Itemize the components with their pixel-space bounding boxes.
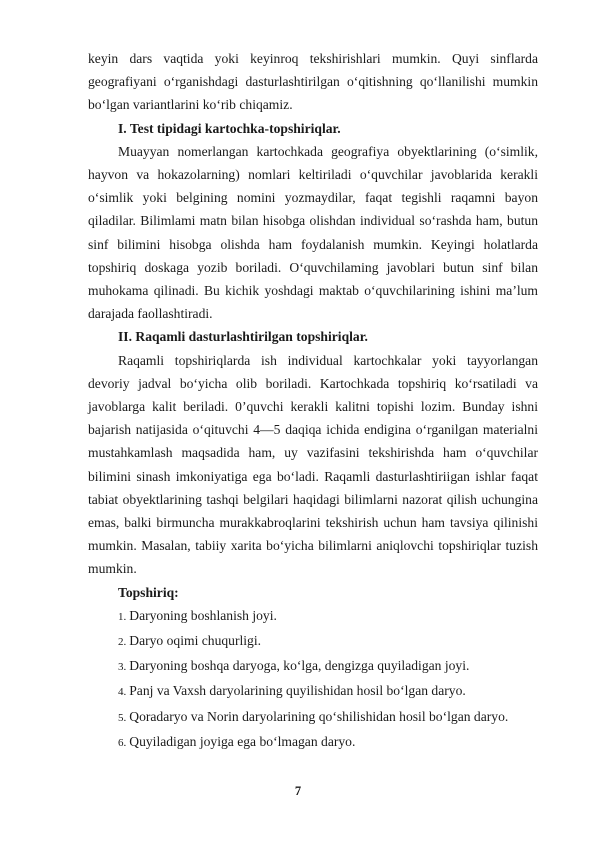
section-heading-test-cards: I. Test tipidagi kartochka-topshiriqlar.: [118, 120, 341, 136]
list-item-number: 3.: [118, 661, 127, 674]
intro-paragraph: keyin dars vaqtida yoki keyinroq tekshirishlari mumkin. Quyi sinflarda geografiyani o‘rganishdagi dasturlashtirilgan o‘qitishning qo‘llanilishi mumkin bo‘lgan variantlarini ko‘rib chiqamiz.: [88, 51, 538, 113]
list-item: [88, 705, 538, 730]
list-item-number: 2.: [118, 636, 127, 649]
task-list: [88, 604, 538, 755]
list-item: [88, 604, 538, 629]
list-item-text: Panj va Vaxsh daryolarining quyilishidan hosil bo‘lgan daryo.: [129, 683, 466, 699]
task-title: Topshiriq:: [118, 584, 179, 600]
section-paragraph-numeric-tasks: Raqamli topshiriqlarda ish individual kartochkalar yoki tayyorlangan devoriy jadval bo‘yicha olib boriladi. Kartochkada topshiriq ko‘rsatiladi va javoblarga kalit beriladi. 0’quvchi kerakli kalitni topishi lozim. Bunday ishni bajarish natijasida o‘qituvchi 4—5 daqiqa ichida endigina o‘rganilgan materialni mustahkamlash maqsadida ham, uy vazifasini tekshirishda ham o‘quvchilar bilimini sinash imkoniyatiga ega bo‘ladi. Raqamli dasturlashtiriigan ishlar faqat tabiat obyektlarining tashqi belgilari haqidagi bilimlarni nazorat qilish uchungina emas, balki birmuncha murakkabroqlarini tekshirish uchun ham tavsiya qilinishi mumkin. Masalan, tabiiy xarita bo‘yicha bilimlarni aniqlovchi topshiriqlar tuzish mumkin.: [88, 352, 538, 577]
list-item-text: Daryoning boshqa daryoga, ko‘lga, dengizga quyiladigan joyi.: [129, 658, 470, 674]
page-number: 7: [294, 784, 302, 798]
list-item-text: Quyiladigan joyiga ega bo‘lmagan daryo.: [129, 733, 356, 749]
list-item: [88, 629, 538, 654]
list-item: [88, 654, 538, 679]
list-item-number: 5.: [118, 711, 127, 724]
list-item-number: 1.: [118, 610, 127, 623]
list-item-number: 4.: [118, 686, 127, 699]
document-page: [88, 47, 538, 755]
list-item: [88, 730, 538, 755]
section-heading-numeric-tasks: II. Raqamli dasturlashtirilgan topshiriqlar.: [118, 329, 368, 345]
section-paragraph-test-cards: Muayyan nomerlangan kartochkada geografiya obyektlarining (o‘simlik, hayvon va hokazolarning) nomlari keltiriladi o‘quvchilar javoblarida kerakli o‘simlik yoki belgining nomini yozmaydilar, faqat tegishli raqamni bayon qiladilar. Bilimlami matn bilan hisobga olishdan individual so‘rashda ham, butun sinf bilimini hisobga olishda ham foydalanish mumkin. Keyingi holatlarda topshiriq doskaga yozib boriladi. O‘quvchilaming javoblari butun sinf bilan muhokama qilinadi. Bu kichik yoshdagi maktab o‘quvchilarining ishini ma’lum darajada faollashtiradi.: [88, 143, 538, 322]
list-item-text: Daryoning boshlanish joyi.: [129, 607, 277, 623]
list-item: [88, 679, 538, 704]
list-item-number: 6.: [118, 736, 127, 749]
list-item-text: Daryo oqimi chuqurligi.: [129, 633, 262, 649]
list-item-text: Qoradaryo va Norin daryolarining qo‘shilishidan hosil bo‘lgan daryo.: [129, 708, 509, 724]
